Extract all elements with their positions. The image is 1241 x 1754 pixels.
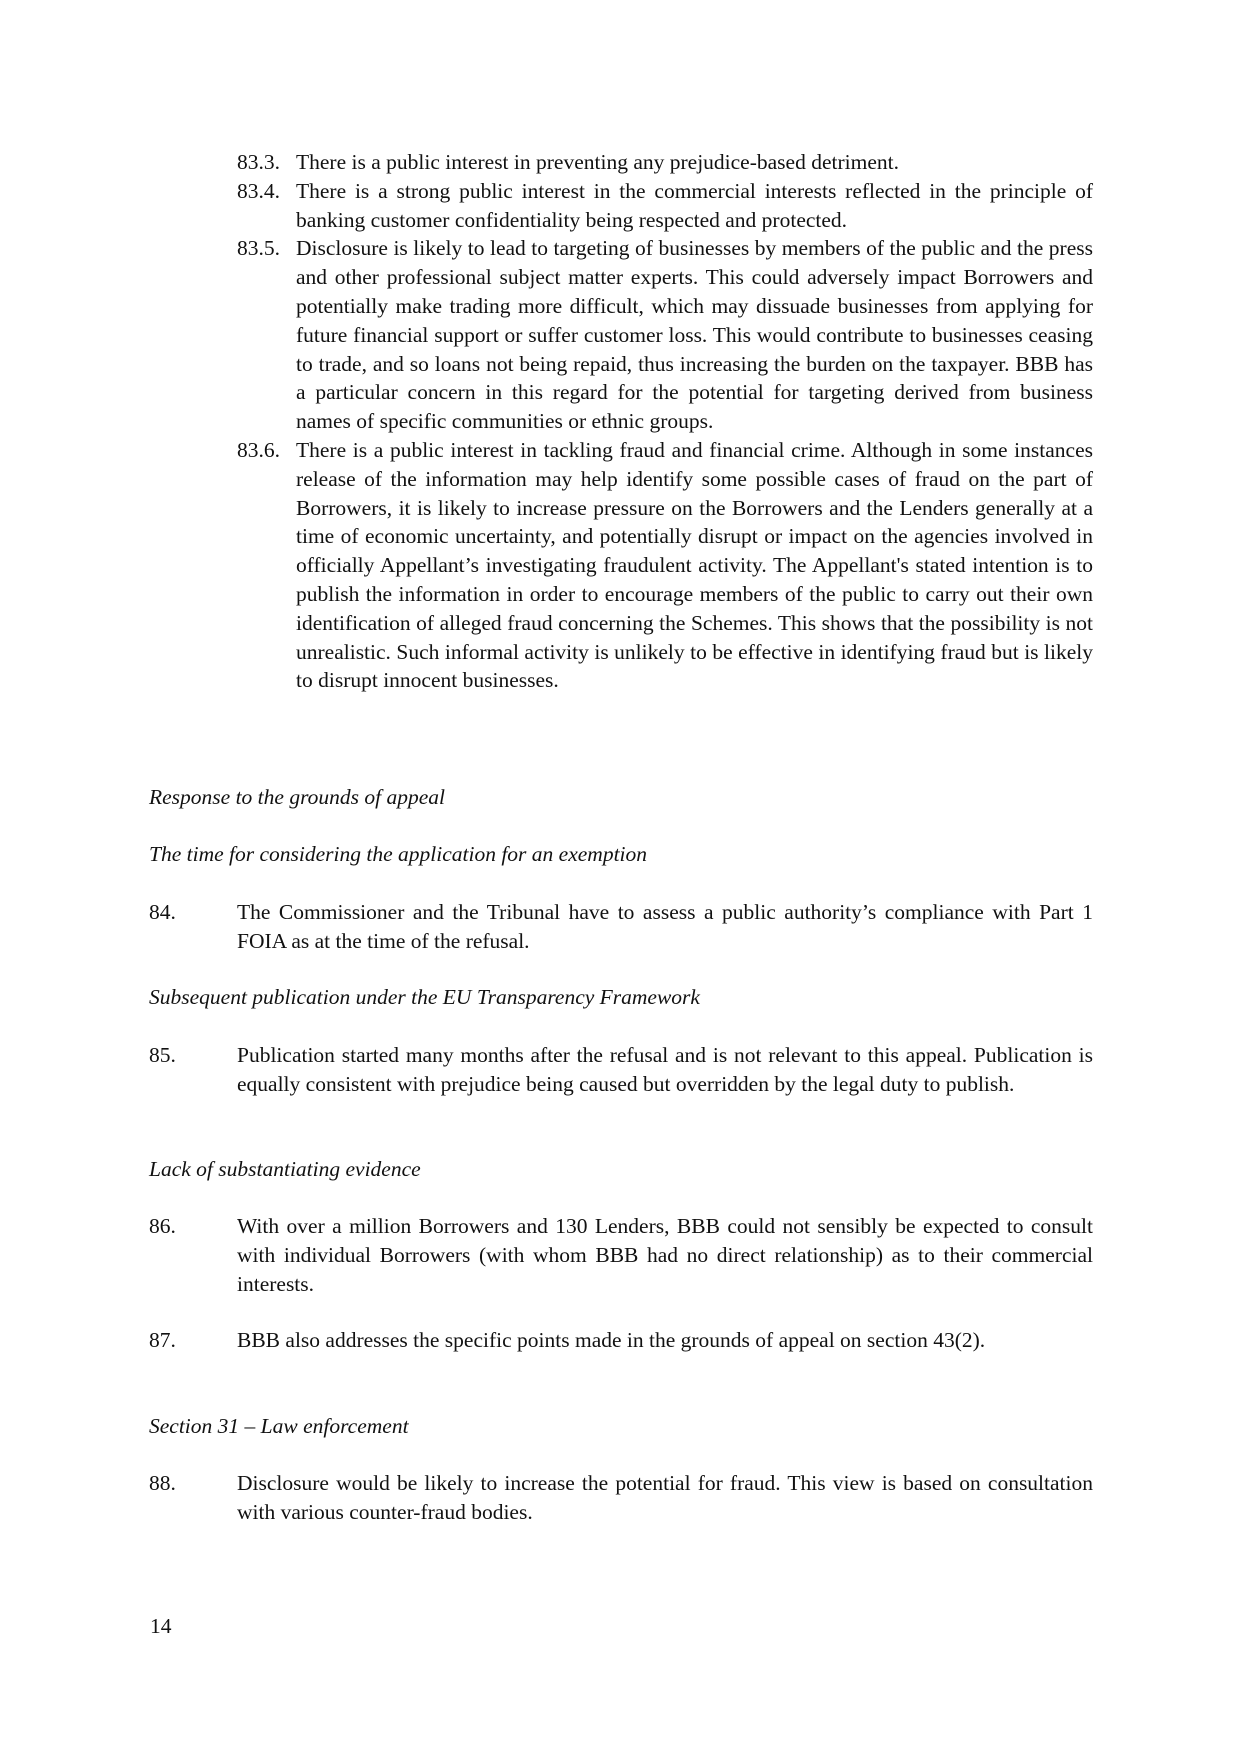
sub-paragraph-text: There is a public interest in preventing any prejudice-based detriment.: [296, 150, 899, 174]
heading-subsequent-publication: Subsequent publication under the EU Transparency Framework: [149, 985, 700, 1009]
paragraph-number: 86.: [149, 1214, 176, 1238]
page-number: 14: [150, 1614, 172, 1638]
heading-section-31: Section 31 – Law enforcement: [149, 1414, 409, 1438]
heading-response-to-grounds: Response to the grounds of appeal: [149, 785, 445, 809]
paragraph-86: [149, 1212, 1093, 1298]
sub-paragraph-83-6: [237, 436, 1093, 695]
sub-paragraph-number: 83.6.: [237, 437, 280, 462]
paragraph-87: [149, 1326, 1093, 1355]
sub-paragraph-text: There is a strong public interest in the commercial interests reflected in the principle of banking customer confidentiality being respected and protected.: [296, 178, 1093, 232]
paragraph-number: 85.: [149, 1043, 176, 1067]
paragraph-number: 87.: [149, 1328, 176, 1352]
paragraph-88: [149, 1469, 1093, 1527]
paragraph-text: BBB also addresses the specific points made in the grounds of appeal on section 43(2).: [237, 1328, 986, 1352]
heading-time-for-considering: The time for considering the application for an exemption: [149, 842, 648, 866]
paragraph-number: 88.: [149, 1471, 176, 1495]
paragraph-number: 84.: [149, 900, 176, 924]
sub-paragraph-text: Disclosure is likely to lead to targeting of businesses by members of the public and the press and other professional subject matter experts. This could adversely impact Borrowers and potentially make trading more difficult, which may dissuade businesses from applying for future financial support or suffer customer loss. This would contribute to businesses ceasing to trade, and so loans not being repaid, thus increasing the burden on the taxpayer. BBB has a particular concern in this regard for the potential for targeting derived from business names of specific communities or ethnic groups.: [296, 236, 1093, 434]
paragraph-text: Publication started many months after the refusal and is not relevant to this appeal. Publication is equally consistent with prejudice being caused but overridden by the legal duty to publish.: [237, 1043, 1093, 1096]
paragraph-text: With over a million Borrowers and 130 Lenders, BBB could not sensibly be expected to consult with individual Borrowers (with whom BBB had no direct relationship) as to their commercial interests.: [237, 1214, 1093, 1296]
sub-paragraph-number: 83.5.: [237, 236, 280, 261]
sub-paragraph-83-4: [237, 177, 1093, 235]
sub-paragraph-83-3: [237, 148, 1093, 177]
paragraph-text: Disclosure would be likely to increase the potential for fraud. This view is based on consultation with various counter-fraud bodies.: [237, 1471, 1093, 1524]
sub-paragraph-number: 83.3.: [237, 150, 280, 174]
paragraph-text: The Commissioner and the Tribunal have to assess a public authority’s compliance with Part 1 FOIA as at the time of the refusal.: [237, 900, 1093, 953]
sub-paragraph-list: [237, 148, 1093, 695]
heading-lack-of-evidence: Lack of substantiating evidence: [149, 1157, 421, 1181]
paragraph-84: [149, 898, 1093, 956]
sub-paragraph-text: There is a public interest in tackling fraud and financial crime. Although in some instances release of the information may help identify some possible cases of fraud on the part of Borrowers, it is likely to increase pressure on the Borrowers and the Lenders generally at a time of economic uncertainty, and potentially disrupt or impact on the agencies involved in officially Appellant’s investigating fraudulent activity. The Appellant's stated intention is to publish the information in order to encourage members of the public to carry out their own identification of alleged fraud concerning the Schemes. This shows that the possibility is not unrealistic. Such informal activity is unlikely to be effective in identifying fraud but is likely to disrupt innocent businesses.: [296, 437, 1093, 693]
sub-paragraph-83-5: [237, 234, 1093, 436]
sub-paragraph-number: 83.4.: [237, 178, 280, 203]
paragraph-85: [149, 1041, 1093, 1099]
